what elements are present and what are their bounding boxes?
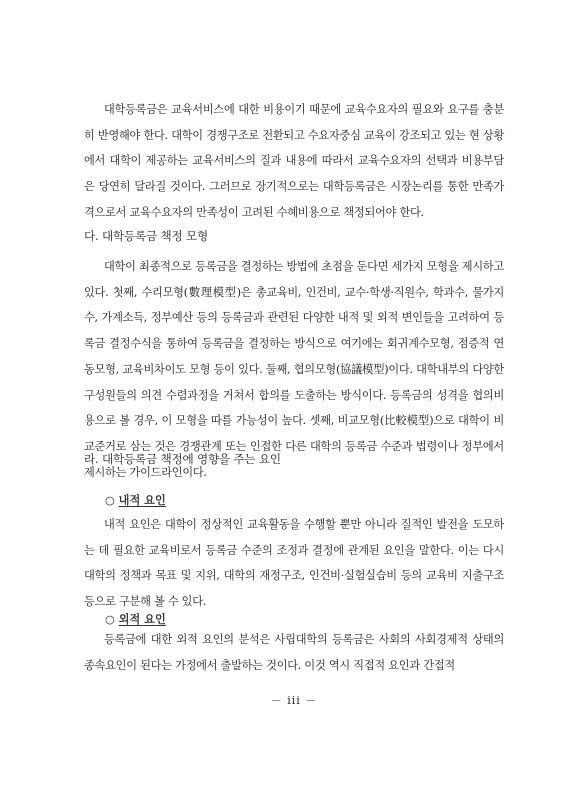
internal-factors-title: 내적 요인: [118, 494, 166, 507]
page-number: － iii －: [270, 694, 318, 707]
bullet-circle: ○: [105, 613, 115, 626]
intro-block: [84, 97, 504, 226]
section-d-heading: 라. 대학등록금 책정에 영향을 주는 요인: [84, 452, 281, 466]
external-factors-subheading: [105, 611, 166, 627]
bullet-circle: ○: [105, 494, 115, 507]
section-c-paragraph: 대학이 최종적으로 등록금을 결정하는 방법에 초점을 둔다면 세가지 모형을 제시하고 있다. 첫째, 수리모형(數理模型)은 총교육비, 인건비, 교수·학생·직원수, 학과수, 물가지수, 가계소득, 정부예산 등의 등록금과 관련된 다양한 내적 및 외적 변인들을 고려하여 등록금 결정수식을 통하여 등록금을 결정하는 방식으로 여기에는 회귀계수모형, 점증적 연동모형, 교육비차이도 모형 등이 있다. 둘째, 협의모형(協議模型)이다. 대학내부의 다양한 구성원들의 의견 수렴과정을 거쳐서 합의를 도출하는 방식이다. 등록금의 성격을 협의비용으로 볼 경우, 이 모형을 따를 가능성이 높다. 셋째, 비교모형(比較模型)으로 대학이 비교준거로 삼는 것은 경쟁관계 또는 인접한 다른 대학의 등록금 수준과 법령이나 정부에서 제시하는 가이드라인이다.: [84, 260, 504, 479]
internal-factors-subheading: [105, 492, 166, 508]
external-factors-paragraph: 등록금에 대한 외적 요인의 분석은 사립대학의 등록금은 사회의 사회경제적 상태의 종속요인이 된다는 가정에서 출발하는 것이다. 이것 역시 직접적 요인과 간접적: [84, 633, 504, 672]
section-c-heading: 다. 대학등록금 책정 모형: [84, 229, 208, 243]
external-factors-block: [84, 627, 504, 678]
external-factors-title: 외적 요인: [118, 613, 166, 626]
internal-factors-block: [84, 512, 504, 615]
intro-paragraph: 대학등록금은 교육서비스에 대한 비용이기 때문에 교육수요자의 필요와 요구를 충분히 반영해야 한다. 대학이 경쟁구조로 전환되고 수요자중심 교육이 강조되고 있는 현 상황에서 대학이 제공하는 교육서비스의 질과 내용에 따라서 교육수요자의 선택과 비용부담은 당연히 달라질 것이다. 그러므로 장기적으로는 대학등록금은 시장논리를 통한 만족가격으로서 교육수요자의 만족성이 고려된 수혜비용으로 책정되어야 한다.: [84, 103, 504, 219]
internal-factors-paragraph: 내적 요인은 대학이 정상적인 교육활동을 수행할 뿐만 아니라 질적인 발전을 도모하는 데 필요한 교육비로서 등록금 수준의 조정과 결정에 관계된 요인을 말한다. 이는 다시 대학의 정책과 목표 및 지위, 대학의 재정구조, 인건비·실험실습비 등의 교육비 지출구조 등으로 구분해 볼 수 있다.: [84, 518, 504, 609]
